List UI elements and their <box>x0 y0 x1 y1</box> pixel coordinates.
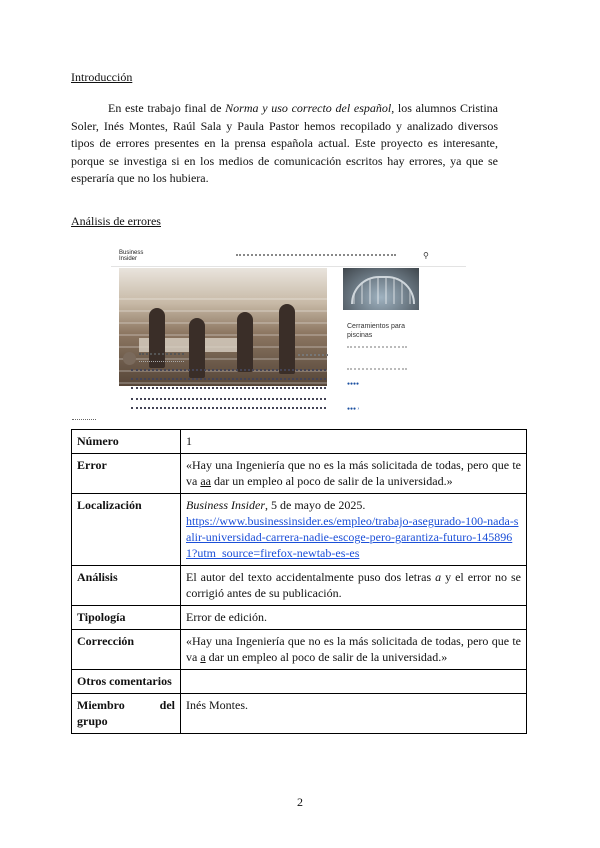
error-location <box>181 494 527 566</box>
table-row <box>72 606 527 630</box>
other-comments <box>181 670 527 694</box>
intro-paragraph <box>71 100 498 188</box>
screenshot-header <box>111 246 466 267</box>
row-label-otros: Otros comentarios <box>72 670 181 694</box>
table-row <box>72 430 527 454</box>
row-label-miembro: Miembro del grupo <box>72 694 181 734</box>
ad-link-2: ●●● › <box>347 406 360 412</box>
intro-heading: Introducción <box>71 70 133 84</box>
group-member: Inés Montes. <box>181 694 527 734</box>
error-quote: «Hay una Ingeniería que no es la más solicitada de todas, pero que te va aa dar un empleo al poco de salir de la universidad.» <box>181 454 527 494</box>
error-type: Error de edición. <box>181 606 527 630</box>
table-row <box>72 454 527 494</box>
error-correction: «Hay una Ingeniería que no es la más solicitada de todas, pero que te va a dar un empleo al poco de salir de la universidad.» <box>181 630 527 670</box>
pool-enclosure-image <box>343 268 419 310</box>
ad-title: Cerramientos para piscinas <box>347 323 405 339</box>
intro-text-after: , los alumnos Cristina Soler, Inés Montes, Raúl Sala y Paula Pastor hemos recopilado y analizado diversos tipos de errores presentes en la prensa española actual. Este proyecto es interesante, porque se investiga si en los medios de comunicación escritos hay errores, ya que se esperaría que no los hubiera. <box>71 101 498 186</box>
table-row <box>72 566 527 606</box>
share-controls <box>298 354 328 359</box>
source-url-link[interactable]: https://www.businessinsider.es/empleo/trabajo-asegurado-100-nada-salir-universidad-carrera-nadie-escoge-pero-garantiza-futuro-1458961?utm_source=firefox-newtab-es-es <box>186 514 519 560</box>
page-number: 2 <box>297 795 303 809</box>
analysis-heading: Análisis de errores <box>71 214 161 228</box>
article-summary-bullets <box>131 369 326 416</box>
row-label-tipologia: Tipología <box>72 606 181 630</box>
author-avatar <box>123 352 136 365</box>
error-number: 1 <box>181 430 527 454</box>
intro-text-before: En este trabajo final de <box>108 101 226 115</box>
error-table <box>71 429 527 734</box>
row-label-analisis: Análisis <box>72 566 181 606</box>
table-row <box>72 630 527 670</box>
source-name: Business Insider <box>186 498 265 512</box>
article-screenshot <box>111 246 466 418</box>
row-label-correccion: Corrección <box>72 630 181 670</box>
error-mark: aa <box>200 474 211 488</box>
screenshot-caption <box>72 419 96 422</box>
business-insider-logo: Business Insider <box>119 250 144 262</box>
row-label-numero: Número <box>72 430 181 454</box>
ad-link: ●●●● <box>347 381 360 387</box>
source-date: , 5 de mayo de 2025. <box>265 498 366 512</box>
table-row <box>72 670 527 694</box>
ad-text-lines <box>347 346 407 370</box>
correction-mark: a <box>200 650 206 664</box>
search-icon: ⚲ <box>423 251 429 260</box>
table-row <box>72 694 527 734</box>
row-label-localizacion: Localización <box>72 494 181 566</box>
row-label-error: Error <box>72 454 181 494</box>
course-title: Norma y uso correcto del español <box>225 101 392 115</box>
error-analysis: El autor del texto accidentalmente puso dos letras a y el error no se corrigió antes de su publicación. <box>181 566 527 606</box>
screenshot-nav <box>236 254 396 259</box>
author-byline <box>139 353 184 362</box>
table-row <box>72 494 527 566</box>
